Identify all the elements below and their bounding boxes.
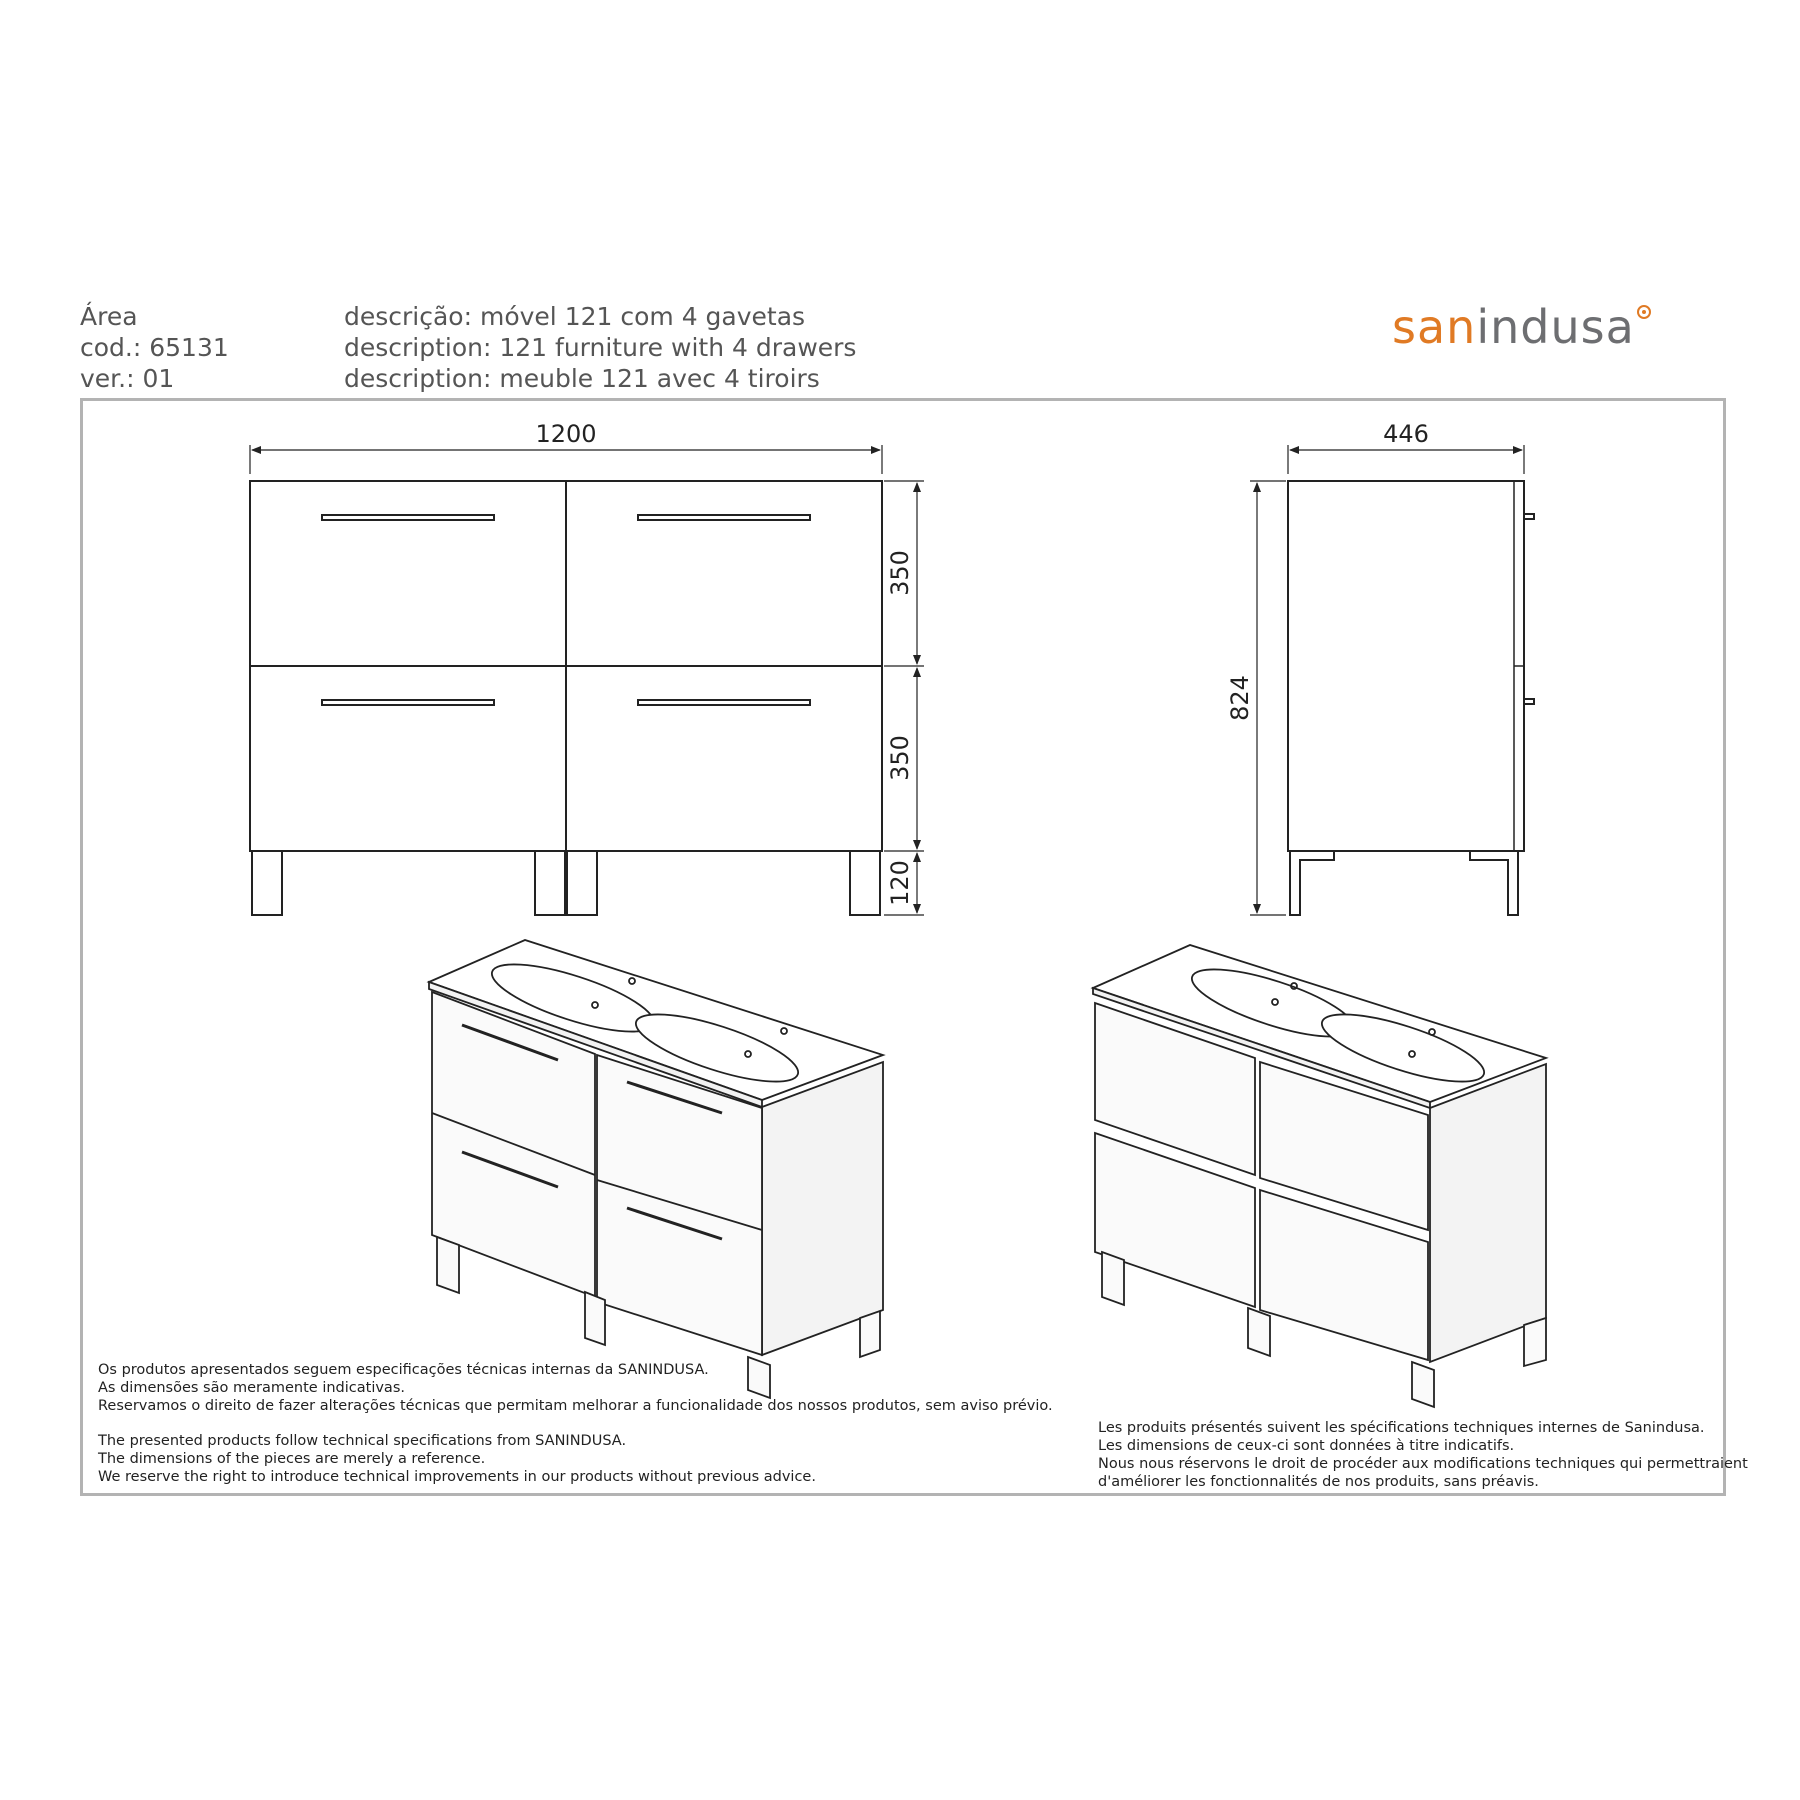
side-leg-left	[1290, 851, 1334, 915]
drawer-top-label: 350	[886, 550, 914, 596]
height-label: 824	[1226, 675, 1254, 721]
note-pt-3: Reservamos o direito de fazer alterações técnicas que permitam melhorar a funcionalidade dos nossos produtos, sem aviso prévio.	[98, 1398, 1053, 1414]
handle-bottom-right	[638, 700, 810, 705]
handle-bottom-left	[322, 700, 494, 705]
leg-front-right	[850, 851, 880, 915]
logo-part-indusa: indusa	[1476, 300, 1635, 354]
logo-part-san: san	[1392, 300, 1477, 354]
side-view	[1250, 445, 1534, 915]
side-leg-right	[1470, 851, 1518, 915]
product-code: cod.: 65131	[80, 333, 229, 362]
note-fr-1: Les produits présentés suivent les spécifications techniques internes de Sanindusa.	[1098, 1420, 1705, 1436]
notes-pt-en	[98, 1361, 1053, 1486]
side-handle-bottom	[1524, 699, 1534, 704]
description-en: description: 121 furniture with 4 drawers	[344, 333, 857, 362]
note-en-2: The dimensions of the pieces are merely a reference.	[98, 1451, 486, 1467]
handle-top-right	[638, 515, 810, 520]
note-en-3: We reserve the right to introduce technical improvements in our products without previous advice.	[98, 1469, 816, 1485]
front-view	[250, 445, 924, 915]
depth-label: 446	[1383, 420, 1429, 448]
area-label: Área	[80, 302, 138, 331]
notes-fr	[1098, 1419, 1748, 1491]
note-fr-3: Nous nous réservons le droit de procéder aux modifications techniques qui permettraient	[1098, 1456, 1748, 1472]
side-handle-top	[1524, 514, 1534, 519]
leg-front-center-left	[535, 851, 565, 915]
version-label: ver.: 01	[80, 364, 175, 393]
note-fr-2: Les dimensions de ceux-ci sont données à titre indicatifs.	[1098, 1438, 1515, 1454]
legs-label: 120	[886, 860, 914, 906]
note-en-1: The presented products follow technical specifications from SANINDUSA.	[98, 1433, 627, 1449]
leg-front-center-right	[567, 851, 597, 915]
handle-top-left	[322, 515, 494, 520]
note-fr-4: d'améliorer les fonctionnalités de nos produits, sans préavis.	[1098, 1474, 1539, 1490]
leg-front-left	[252, 851, 282, 915]
description-pt: descrição: móvel 121 com 4 gavetas	[344, 302, 806, 331]
iso-view-handleless	[1093, 945, 1546, 1407]
description-fr: description: meuble 121 avec 4 tiroirs	[344, 364, 820, 393]
side-body	[1288, 481, 1524, 851]
iso-view-handles	[429, 940, 883, 1398]
width-label: 1200	[535, 420, 597, 448]
drawer-bottom-label: 350	[886, 735, 914, 781]
note-pt-1: Os produtos apresentados seguem especificações técnicas internas da SANINDUSA.	[98, 1362, 709, 1378]
note-pt-2: As dimensões são meramente indicativas.	[98, 1380, 405, 1396]
